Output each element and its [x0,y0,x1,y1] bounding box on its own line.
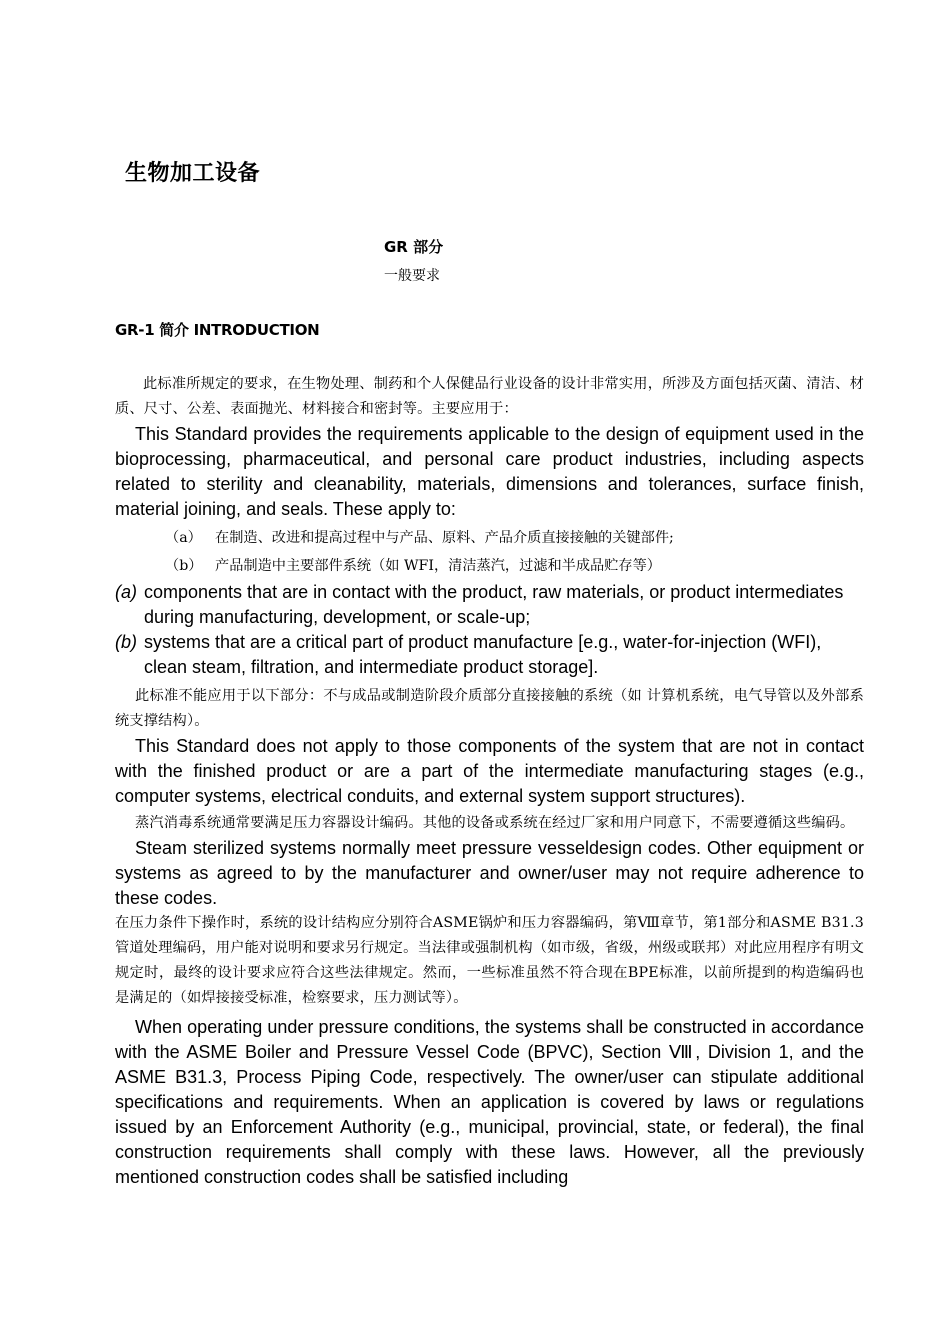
part-title: GR 部分 [384,238,444,256]
list-item-zh-a [115,524,864,552]
paragraph-1-zh: 此标准所规定的要求，在生物处理、制药和个人保健品行业设备的设计非常实用，所涉及方面包括灭菌、清洁、材质、尺寸、公差、表面抛光、材料接合和密封等。主要应用于： [115,376,864,417]
paragraph-2-en: This Standard does not apply to those components of the system that are not in contact with the finished product or are a part of the intermediate manufacturing stages (e.g., computer systems, electrical conduits, and external system support structures). [115,736,864,806]
paragraph-4-en: When operating under pressure conditions, the systems shall be constructed in accordance with the ASME Boiler and Pressure Vessel Code (BPVC), Section Ⅷ, Division 1, and the ASME B31.3, Process Piping Code, respectively. The owner/user can stipulate additional specifications and requirements. When an application is covered by laws or regulations issued by an Enforcement Authority (e.g., municipal, provincial, state, or federal), the final construction requirements shall comply with these laws. However, all the previously mentioned construction codes shall be satisfied including [115,1017,864,1187]
paragraph-3-zh: 蒸汽消毒系统通常要满足压力容器设计编码。其他的设备或系统在经过厂家和用户同意下，不需要遵循这些编码。 [135,815,855,831]
part-subtitle: 一般要求 [384,268,440,284]
document-title: 生物加工设备 [125,161,261,186]
section-heading: GR-1 简介 INTRODUCTION [115,321,320,339]
list-mark: (a) [115,582,137,602]
list-mark: （b） [165,558,203,574]
list-mark: （a） [165,530,202,546]
list-item-text: systems that are a critical part of product manufacture [e.g., water-for-injection (WFI), clean steam, filtration, and intermediate product storage]. [144,632,822,677]
list-item-en-a [115,580,864,630]
list-item-en-b [115,630,864,680]
list-item-text: 产品制造中主要部件系统（如 WFI，清洁蒸汽，过滤和半成品贮存等） [215,558,661,574]
document-body [115,372,864,1190]
list-mark: (b) [115,632,137,652]
paragraph-3-en: Steam sterilized systems normally meet pressure vesseldesign codes. Other equipment or systems as agreed to by the manufacturer and owner/user may not require adherence to these codes. [115,838,864,908]
paragraph-2-zh: 此标准不能应用于以下部分：不与成品或制造阶段介质部分直接接触的系统（如 计算机系统，电气导管以及外部系统支撑结构）。 [115,688,864,729]
paragraph-4-zh: 在压力条件下操作时，系统的设计结构应分别符合ASME锅炉和压力容器编码，第Ⅷ章节，第1部分和ASME B31.3管道处理编码，用户能对说明和要求另行规定。当法律或强制机构（如市级，省级，州级或联邦）对此应用程序有明文规定时，最终的设计要求应符合这些法律规定。然而，一些标准虽然不符合现在BPE标准，以前所提到的构造编码也是满足的（如焊接接受标准，检察要求，压力测试等）。 [115,915,864,1006]
list-item-text: components that are in contact with the product, raw materials, or product intermediates during manufacturing, development, or scale-up; [144,582,844,627]
paragraph-1-en: This Standard provides the requirements applicable to the design of equipment used in the bioprocessing, pharmaceutical, and personal care product industries, including aspects related to sterility and cleanability, materials, dimensions and tolerances, surface finish, material joining, and seals. These apply to: [115,424,864,519]
list-item-text: 在制造、改进和提高过程中与产品、原料、产品介质直接接触的关键部件; [215,530,674,546]
list-item-zh-b [115,552,864,580]
